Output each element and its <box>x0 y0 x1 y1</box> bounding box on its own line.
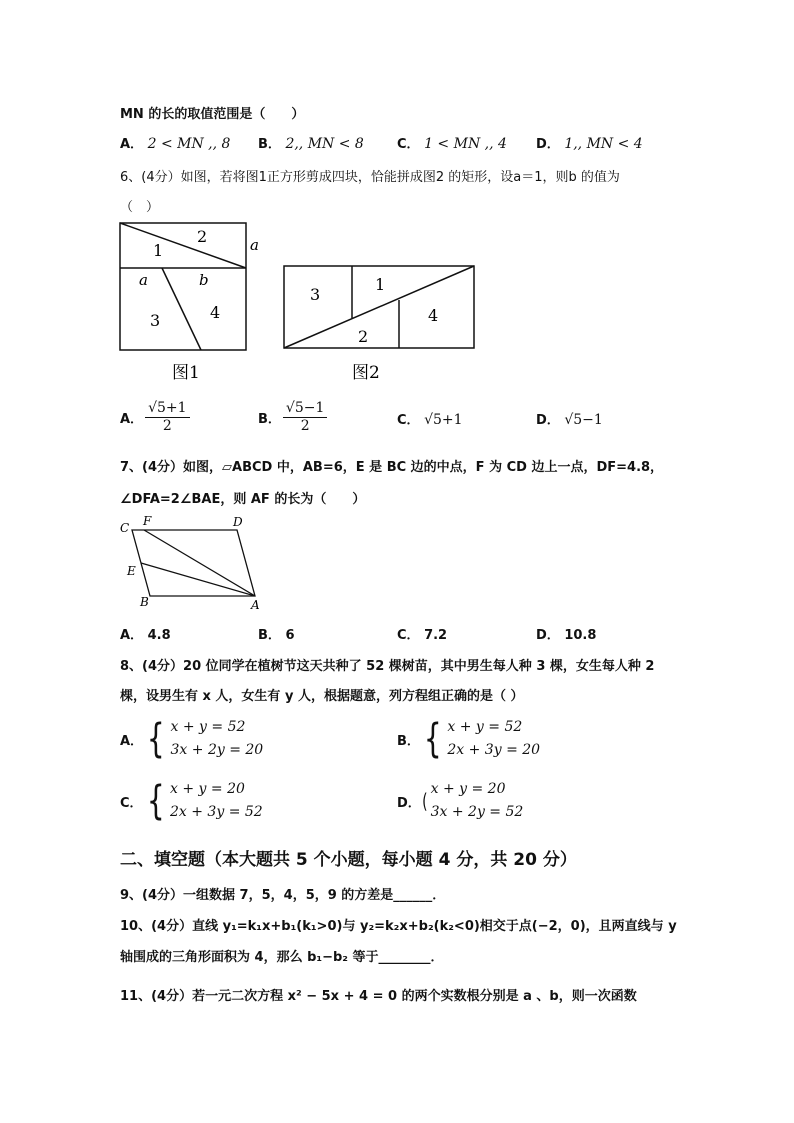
option-letter: B． <box>258 137 281 152</box>
option-expr: 1 < MN ,, 4 <box>424 136 507 152</box>
piece-label: 1 <box>375 275 386 294</box>
vertex-label: E <box>127 564 136 578</box>
option-letter: A． <box>120 733 144 749</box>
piece-label: 3 <box>310 285 321 304</box>
segment-ae <box>141 563 255 596</box>
equation-1: x + y = 52 <box>170 719 246 735</box>
piece-label: 2 <box>197 227 208 246</box>
q7-stem-line-1: 7、(4分）如图，▱ABCD 中，AB=6，E 是 BC 边的中点，F 为 CD 边上一点，DF=4.8， <box>120 460 664 475</box>
equation-2: 2x + 3y = 52 <box>170 804 263 820</box>
vertex-label: F <box>143 514 152 528</box>
q6-figure-2 <box>280 260 480 385</box>
option-letter: B． <box>397 733 420 749</box>
cut-line-slant <box>162 268 201 350</box>
left-brace: { <box>146 716 165 762</box>
q7-option-d <box>536 624 596 643</box>
equation-1: x + y = 20 <box>170 781 245 797</box>
figure-caption: 图2 <box>352 363 380 383</box>
fraction-denominator: 2 <box>300 418 310 434</box>
piece-label: 1 <box>153 241 164 260</box>
left-brace: ( <box>421 789 428 813</box>
option-fraction <box>283 400 327 435</box>
option-expr: √5+1 <box>424 412 463 428</box>
equation-1: x + y = 20 <box>430 781 506 797</box>
q6-option-c <box>397 409 463 428</box>
cut-line-diagonal <box>120 223 246 268</box>
q8-stem-line-1: 8、(4分）20 位同学在植树节这天共种了 52 棵树苗，其中男生每人种 3 棵，女生每人种 2 <box>120 659 655 674</box>
option-letter: C． <box>397 413 420 428</box>
q6-figure-1 <box>115 218 275 384</box>
option-letter: B． <box>258 412 281 427</box>
section-heading: 二、填空题（本大题共 5 个小题，每小题 4 分，共 20 分） <box>120 850 577 870</box>
option-value: 7.2 <box>424 628 448 643</box>
vertex-label: C <box>120 521 130 535</box>
option-expr: 2 < MN ,, 8 <box>147 136 231 152</box>
q5-stem: MN 的长的取值范围是（ ） <box>120 107 305 122</box>
segment-af <box>144 530 255 596</box>
fraction-denominator: 2 <box>162 418 172 434</box>
equation-lines <box>170 778 263 824</box>
equation-system <box>420 716 540 762</box>
equation-system <box>421 778 524 824</box>
equation-1: x + y = 52 <box>447 719 523 735</box>
q6-paren: （ ） <box>120 200 160 215</box>
option-letter: B． <box>258 628 281 643</box>
parallelogram-abcd <box>132 530 255 596</box>
q8-option-c <box>120 778 263 824</box>
piece-label: 4 <box>210 303 221 322</box>
piece-label: 2 <box>358 327 369 346</box>
fraction-numerator: √5+1 <box>145 400 189 418</box>
option-value: 6 <box>285 628 295 643</box>
vertex-label: D <box>233 515 243 529</box>
option-expr: 1,, MN < 4 <box>564 136 643 152</box>
option-letter: D． <box>397 795 421 811</box>
side-label: a <box>139 271 148 289</box>
q7-option-c <box>397 624 447 643</box>
equation-lines <box>447 716 540 762</box>
option-value: 10.8 <box>564 628 597 643</box>
piece-label: 3 <box>150 311 161 330</box>
left-brace: { <box>146 778 165 824</box>
equation-2: 3x + 2y = 20 <box>170 742 264 758</box>
q10-line-2: 轴围成的三角形面积为 4，那么 b₁−b₂ 等于________． <box>120 950 444 965</box>
equation-system <box>143 778 263 824</box>
q5-option-d <box>536 133 643 152</box>
vertex-label: B <box>140 595 149 609</box>
side-label: b <box>199 271 209 289</box>
q7-stem-line-2: ∠DFA=2∠BAE，则 AF 的长为（ ） <box>120 492 366 507</box>
equation-system <box>143 716 263 762</box>
q8-option-d <box>397 778 523 824</box>
q5-option-c <box>397 133 507 152</box>
option-letter: D． <box>536 413 560 428</box>
option-letter: C． <box>120 795 143 811</box>
q9-text: 9、(4分）一组数据 7，5，4，5，9 的方差是______． <box>120 888 446 903</box>
piece-label: 4 <box>428 306 439 325</box>
left-brace: { <box>423 716 442 762</box>
option-letter: C． <box>397 628 420 643</box>
option-letter: A． <box>120 628 144 643</box>
q5-option-a <box>120 133 230 152</box>
option-letter: A． <box>120 137 144 152</box>
equation-lines <box>431 778 524 824</box>
option-expr: √5−1 <box>564 412 603 428</box>
option-fraction <box>145 400 189 435</box>
q7-option-b <box>258 624 295 643</box>
option-letter: A． <box>120 412 144 427</box>
option-letter: D． <box>536 137 560 152</box>
option-letter: C． <box>397 137 420 152</box>
q5-option-b <box>258 133 364 152</box>
q7-parallelogram-figure <box>116 512 266 616</box>
equation-2: 2x + 3y = 20 <box>447 742 541 758</box>
equation-lines <box>171 716 264 762</box>
option-value: 4.8 <box>147 628 171 643</box>
q10-line-1: 10、(4分）直线 y₁=k₁x+b₁(k₁>0)与 y₂=k₂x+b₂(k₂<0)相交于点(−2，0)，且两直线与 y <box>120 919 677 934</box>
vertex-label: A <box>251 598 260 612</box>
q8-option-a <box>120 716 263 762</box>
q8-stem-line-2: 棵，设男生有 x 人，女生有 y 人，根据题意，列方程组正确的是（ ） <box>120 689 524 704</box>
q11-text: 11、(4分）若一元二次方程 x² − 5x + 4 = 0 的两个实数根分别是 a 、b，则一次函数 <box>120 989 637 1004</box>
figure-caption: 图1 <box>172 363 200 383</box>
fraction-numerator: √5−1 <box>283 400 327 418</box>
q6-option-a <box>120 400 192 435</box>
side-label: a <box>250 236 259 254</box>
option-expr: 2,, MN < 8 <box>285 136 364 152</box>
q6-option-b <box>258 400 329 435</box>
q7-option-a <box>120 624 171 643</box>
q8-option-b <box>397 716 540 762</box>
q6-stem: 6、(4分）如图，若将图1正方形剪成四块，恰能拼成图2 的矩形，设a＝1，则b 的值为 <box>120 170 620 185</box>
equation-2: 3x + 2y = 52 <box>430 804 524 820</box>
q6-option-d <box>536 409 603 428</box>
option-letter: D． <box>536 628 560 643</box>
